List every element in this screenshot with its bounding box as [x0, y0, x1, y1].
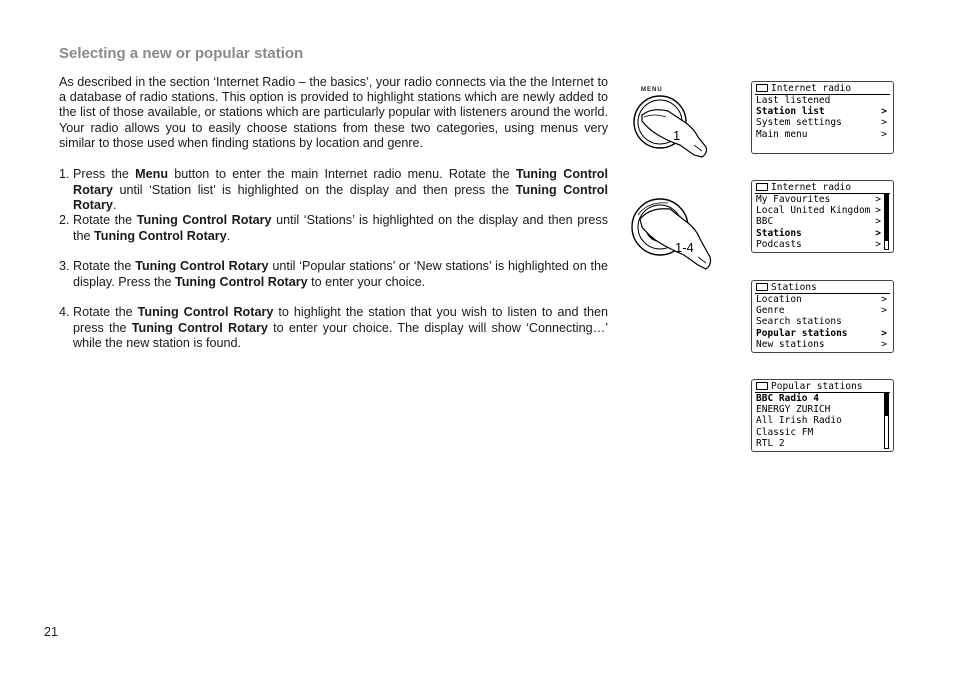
screen-menu-item-label: BBC Radio 4 [756, 393, 819, 404]
screen-menu-item [756, 316, 890, 327]
screen-menu-item [756, 427, 890, 438]
submenu-arrow-icon: > [881, 305, 887, 317]
menu-button-label: MENU [641, 87, 663, 93]
screen-menu-item-label: System settings [756, 117, 842, 129]
step-run: . [226, 228, 231, 243]
step-run: until ‘Popular stations’ or ‘New stations’ is highlighted on the display. Press the [73, 259, 609, 289]
step-number: 1. [59, 167, 70, 181]
screen-menu-item [756, 294, 890, 305]
step-emphasis: Tuning Control Rotary [73, 167, 608, 197]
step-run: Rotate the [73, 305, 138, 319]
step-number: 2. [59, 213, 70, 227]
submenu-arrow-icon: > [881, 117, 887, 129]
rotary-knob-illustration [628, 193, 718, 277]
step-text [73, 305, 608, 352]
screen-menu-item [756, 305, 890, 316]
section-heading: Selecting a new or popular station [59, 45, 304, 62]
screen-menu-list [756, 294, 890, 350]
screen-menu-item-label: Popular stations [756, 327, 848, 339]
step-1 [59, 167, 608, 214]
radio-icon [756, 283, 768, 291]
screen-title [756, 83, 851, 94]
screen-title-text: Popular stations [771, 381, 863, 392]
step-emphasis: Tuning Control Rotary [73, 182, 608, 213]
screen-menu-item [756, 239, 890, 250]
radio-icon [756, 84, 768, 92]
screen-title-text: Internet radio [771, 182, 852, 193]
step-run: to highlight the station that you wish to listen to and then press the [73, 305, 608, 335]
intro-paragraph: As described in the section ‘Internet Radio – the basics’, your radio connects via the the Internet to a database of radio stations. This option is provided to highlight stations which are newly added to the list of those available, or stations which are particularly popular with listeners around the world. Your radio allows you to easily choose stations from these two categories, using menus very similar to those used when finding stations by location and genre. [59, 75, 608, 150]
screen-menu-item [756, 106, 890, 117]
submenu-arrow-icon: > [881, 128, 887, 140]
menu-button-press-illustration [628, 95, 712, 163]
step-text [73, 259, 608, 290]
screen-menu-item [756, 194, 890, 205]
screen-title-text: Stations [771, 282, 817, 293]
page-number: 21 [44, 625, 59, 639]
step-emphasis: Tuning Control Rotary [136, 213, 272, 227]
step-2 [59, 213, 608, 244]
step-number: 4. [59, 305, 70, 319]
display-screen-4 [751, 379, 894, 452]
screen-scrollbar-thumb [885, 195, 888, 241]
screen-menu-item-label: My Favourites [756, 194, 831, 205]
display-screen-1 [751, 81, 894, 154]
step-emphasis: Tuning Control Rotary [137, 305, 274, 319]
screen-menu-item [756, 117, 890, 128]
step-emphasis: Tuning Control Rotary [135, 259, 269, 273]
screen-menu-item-label: Last listened [756, 95, 831, 106]
submenu-arrow-icon: > [875, 216, 881, 228]
screen-menu-item [756, 393, 890, 404]
display-screen-3 [751, 280, 894, 353]
radio-icon [756, 183, 768, 191]
screen-title [756, 282, 817, 293]
screen-menu-item-label: All Irish Radio [756, 415, 842, 427]
screen-menu-item-label: ENERGY ZURICH [756, 404, 831, 416]
step-emphasis: Tuning Control Rotary [174, 274, 308, 289]
screen-menu-item-label: Genre [756, 305, 785, 317]
screen-scrollbar [884, 194, 889, 250]
screen-menu-item [756, 228, 890, 239]
display-screen-2 [751, 180, 894, 253]
step-run: Rotate the [73, 259, 136, 273]
screen-menu-item [756, 328, 890, 339]
step-run: to enter your choice. [307, 274, 426, 289]
submenu-arrow-icon: > [875, 194, 881, 205]
submenu-arrow-icon: > [881, 106, 887, 118]
screen-menu-item-label: Podcasts [756, 238, 802, 250]
screen-menu-item-label: Location [756, 294, 802, 305]
step-run: Rotate the [73, 213, 137, 227]
submenu-arrow-icon: > [881, 327, 887, 339]
screen-menu-list [756, 95, 890, 140]
screen-menu-item-label: BBC [756, 216, 774, 228]
screen-menu-item-label: Stations [756, 227, 802, 239]
screen-menu-item [756, 404, 890, 415]
step-run: until ‘Station list’ is highlighted on the display and then press the [112, 182, 516, 197]
submenu-arrow-icon: > [875, 205, 881, 217]
screen-menu-item [756, 129, 890, 140]
step-3 [59, 259, 608, 290]
submenu-arrow-icon: > [881, 294, 887, 305]
step-run: button to enter the main Internet radio menu. Rotate the [168, 167, 516, 181]
step-run: until ‘Stations’ is highlighted on the display and then press the [73, 213, 608, 243]
step-emphasis: Menu [135, 167, 169, 181]
menu-step-label: 1 [673, 128, 681, 143]
screen-menu-item-label: Main menu [756, 128, 808, 140]
screen-menu-item-label: Search stations [756, 316, 842, 328]
screen-title-text: Internet radio [771, 83, 852, 94]
screen-menu-item-label: Local United Kingdom [756, 205, 871, 217]
submenu-arrow-icon: > [875, 227, 881, 239]
screen-menu-item-label: New stations [756, 338, 825, 350]
screen-menu-item [756, 339, 890, 350]
screen-menu-item-label: Station list [756, 106, 825, 118]
step-run: . [112, 198, 117, 213]
screen-scrollbar-thumb [885, 394, 888, 416]
rotary-step-label: 1-4 [675, 240, 694, 255]
submenu-arrow-icon: > [875, 238, 881, 250]
radio-icon [756, 382, 768, 390]
step-text [73, 213, 608, 244]
screen-menu-item [756, 415, 890, 426]
step-emphasis: Tuning Control Rotary [131, 320, 268, 335]
step-run: Press the [73, 167, 136, 181]
screen-title [756, 182, 851, 193]
screen-menu-list [756, 393, 890, 449]
screen-menu-item-label: Classic FM [756, 426, 814, 438]
submenu-arrow-icon: > [881, 338, 887, 350]
step-4 [59, 305, 608, 352]
step-run: to enter your choice. The display will show ‘Connecting…’ while the new station is found. [73, 320, 608, 351]
screen-menu-list [756, 194, 890, 250]
step-number: 3. [59, 259, 70, 273]
screen-menu-item-label: RTL 2 [756, 437, 785, 449]
step-emphasis: Tuning Control Rotary [94, 228, 227, 243]
step-text [73, 167, 608, 214]
screen-menu-item [756, 95, 890, 106]
screen-menu-item [756, 216, 890, 227]
screen-title [756, 381, 863, 392]
screen-scrollbar [884, 393, 889, 449]
screen-menu-item [756, 205, 890, 216]
screen-menu-item [756, 438, 890, 449]
